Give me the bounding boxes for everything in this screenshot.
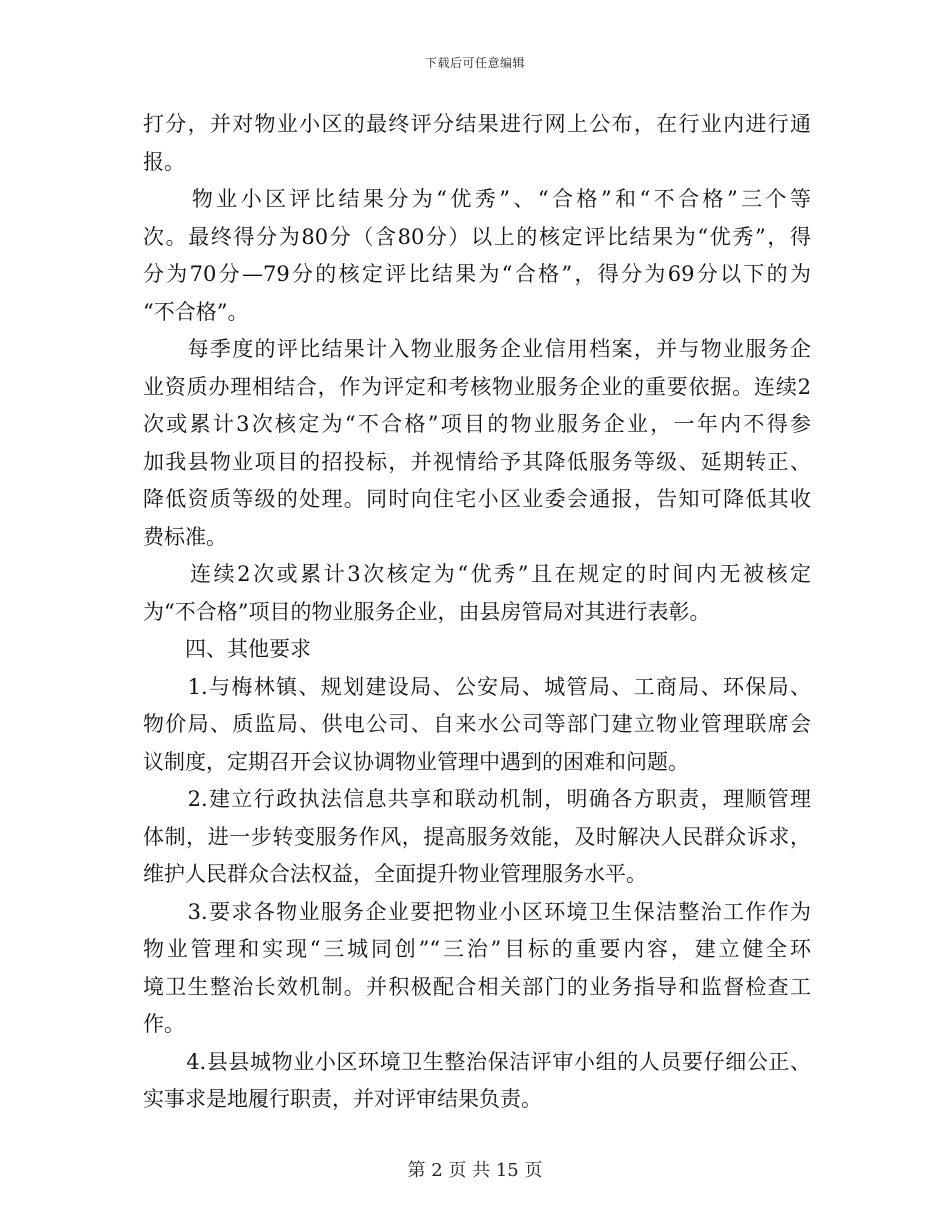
page-header: 下载后可任意编辑 xyxy=(424,56,525,70)
text-line: 四、其他要求 xyxy=(143,637,311,661)
text-line: 4.县县城物业小区环境卫生整治保洁评审小组的人员要仔细公正、 xyxy=(143,1049,811,1074)
text-line: 3.要求各物业服务企业要把物业小区环境卫生保洁整治工作作为 xyxy=(143,899,811,924)
text-line: 报。 xyxy=(143,149,185,174)
text-line: 次。最终得分为80分（含80分）以上的核定评比结果为“优秀”，得 xyxy=(143,224,811,249)
text-line: 议制度，定期召开会议协调物业管理中遇到的困难和问题。 xyxy=(143,749,689,774)
text-line: 作。 xyxy=(143,1012,185,1036)
text-line: 体制，进一步转变服务作风，提高服务效能，及时解决人民群众诉求， xyxy=(143,824,811,849)
text-line: 物业管理和实现“三城同创”“三治”目标的重要内容，建立健全环 xyxy=(143,937,811,961)
text-line: 境卫生整治长效机制。并积极配合相关部门的业务指导和监督检查工 xyxy=(143,974,811,999)
text-line: 打分，并对物业小区的最终评分结果进行网上公布，在行业内进行通 xyxy=(143,112,811,136)
text-line: 业资质办理相结合，作为评定和考核物业服务企业的重要依据。连续2 xyxy=(143,374,811,399)
text-line: 降低资质等级的处理。同时向住宅小区业委会通报，告知可降低其收 xyxy=(143,487,811,511)
text-line: 次或累计3次核定为“不合格”项目的物业服务企业，一年内不得参 xyxy=(143,412,811,436)
text-line: 费标准。 xyxy=(143,524,227,549)
text-line: 连续2次或累计3次核定为“优秀”且在规定的时间内无被核定 xyxy=(143,562,811,586)
text-line: 分为70分—79分的核定评比结果为“合格”，得分为69分以下的为 xyxy=(143,262,811,286)
text-line: 维护人民群众合法权益，全面提升物业管理服务水平。 xyxy=(143,862,647,886)
text-line: 每季度的评比结果计入物业服务企业信用档案，并与物业服务企 xyxy=(143,337,811,361)
text-line: 2.建立行政执法信息共享和联动机制，明确各方职责，理顺管理 xyxy=(143,787,811,811)
text-line: 加我县物业项目的招投标，并视情给予其降低服务等级、延期转正、 xyxy=(143,449,811,474)
text-line: 物业小区评比结果分为“优秀”、“合格”和“不合格”三个等 xyxy=(143,187,811,211)
page-footer: 第 2 页 共 15 页 xyxy=(407,1160,543,1181)
text-line: 物价局、质监局、供电公司、自来水公司等部门建立物业管理联席会 xyxy=(143,712,811,736)
text-line: 为“不合格”项目的物业服务企业，由县房管局对其进行表彰。 xyxy=(143,599,711,624)
text-line: “不合格”。 xyxy=(143,299,249,324)
document-body xyxy=(143,106,811,1119)
text-line: 实事求是地履行职责，并对评审结果负责。 xyxy=(143,1087,542,1111)
text-line: 1.与梅林镇、规划建设局、公安局、城管局、工商局、环保局、 xyxy=(143,674,811,699)
